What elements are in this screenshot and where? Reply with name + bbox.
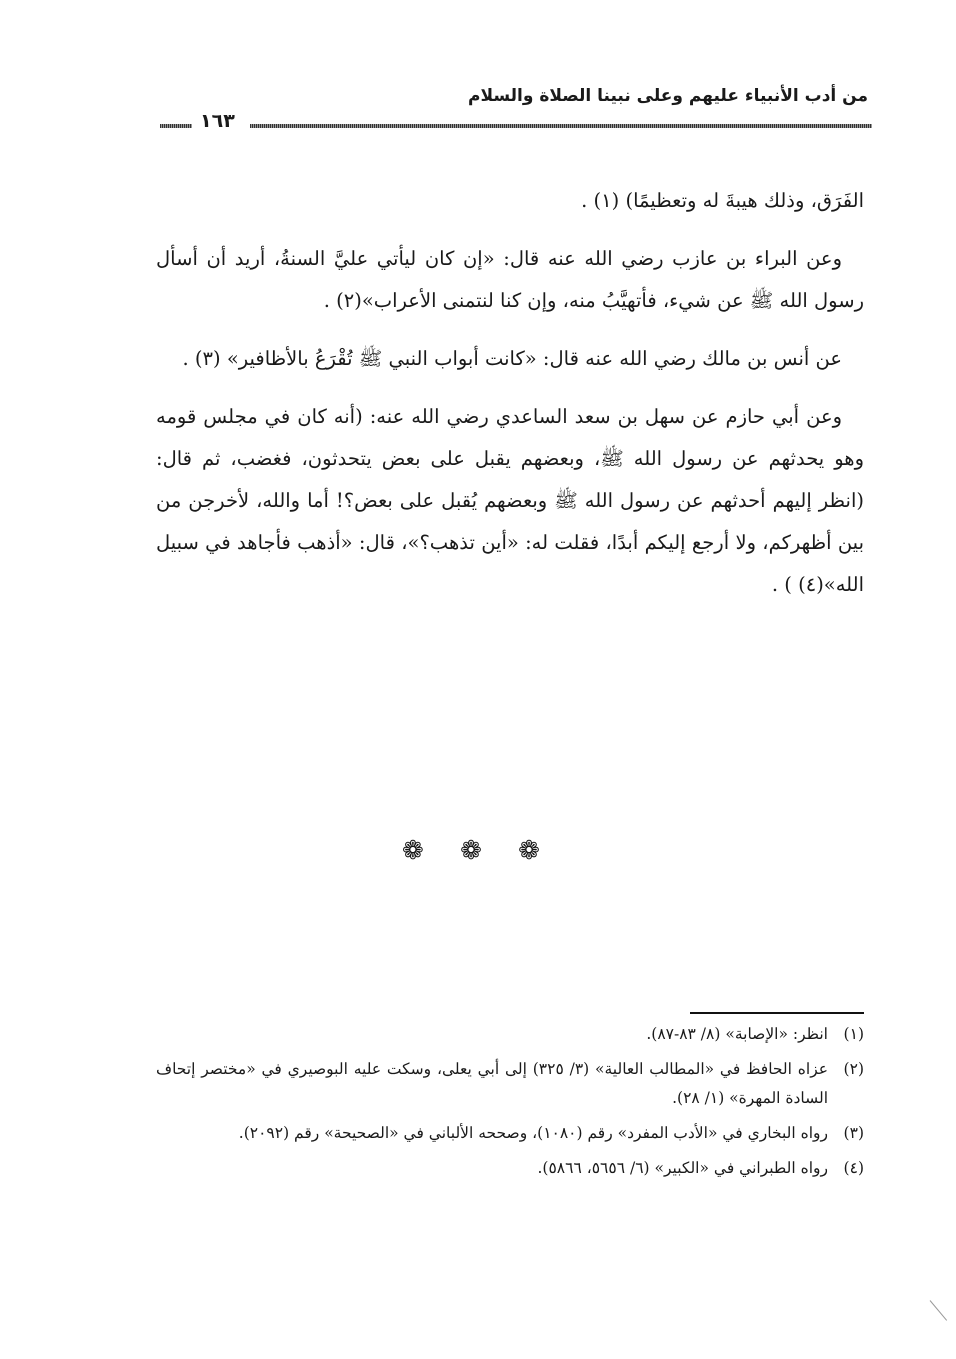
- footnote-text: رواه الطبراني في «الكبير» (٦/ ٥٦٥٦، ٥٨٦٦).: [537, 1159, 828, 1177]
- footnote-text: رواه البخاري في «الأدب المفرد» رقم (١٠٨٠)، وصححه الألباني في «الصحيحة» رقم (٢٠٩٢).: [238, 1124, 828, 1142]
- section-ornament: ❁ ❁ ❁: [402, 836, 554, 866]
- scan-corner-mark: [930, 1300, 947, 1321]
- paragraph-1: الفَرَق، وذلك هيبةَ له وتعظيمًا) (١) .: [581, 189, 864, 212]
- footnote-text: عزاه الحافظ في «المطالب العالية» (٣/ ٣٢٥) إلى أبي يعلى، وسكت عليه البوصيري في «مختصر إتحاف السادة المهرة» (١/ ٢٨).: [156, 1060, 828, 1107]
- header-rule-main-segment: [250, 124, 872, 128]
- header-rule: [160, 110, 872, 134]
- footnote-number: (٤): [843, 1159, 864, 1177]
- paragraph-4: وعن أبي حازم عن سهل بن سعد الساعدي رضي الله عنه: (أنه كان في مجلس قومه وهو يحدثهم عن رسول الله ﷺ، وبعضهم يقبل على بعض يتحدثون، فغضب، ثم قال: (انظر إليهم أحدثهم عن رسول الله ﷺ وبعضهم يُقبل على بعض؟! أما والله، لأخرجن من بين أظهركم، ولا أرجع إليكم أبدًا، فقلت له: «أين تذهب؟»، قال: «أذهب فأجاهد في سبيل الله»(٤) ) .: [156, 405, 864, 596]
- footnote-1: [156, 1020, 864, 1049]
- footnote-2: [156, 1055, 864, 1113]
- footnote-text: انظر: «الإصابة» (٨/ ٨٣-٨٧).: [646, 1025, 828, 1043]
- footnote-separator: [690, 1012, 864, 1014]
- footnote-4: [156, 1154, 864, 1183]
- footnote-number: (٢): [843, 1060, 864, 1078]
- footnote-number: (٣): [843, 1124, 864, 1142]
- footnote-3: [156, 1119, 864, 1148]
- footnote-number: (١): [843, 1025, 864, 1043]
- running-header-title: من أدب الأنبياء عليهم وعلى نبينا الصلاة والسلام: [467, 86, 868, 106]
- header-rule-left-segment: [160, 124, 192, 128]
- paragraph-2: وعن البراء بن عازب رضي الله عنه قال: «إن كان ليأتي عليَّ السنةُ، أريد أن أسأل رسول الله ﷺ عن شيء، فأتهيَّبُ منه، وإن كنا لنتمنى الأعراب»(٢) .: [156, 247, 864, 312]
- paragraph-3: عن أنس بن مالك رضي الله عنه قال: «كانت أبواب النبي ﷺ تُقْرَعُ بالأظافير» (٣) .: [182, 347, 842, 370]
- footnotes: [156, 1020, 864, 1189]
- main-text: [156, 180, 864, 622]
- page-number: ١٦٣: [196, 110, 239, 132]
